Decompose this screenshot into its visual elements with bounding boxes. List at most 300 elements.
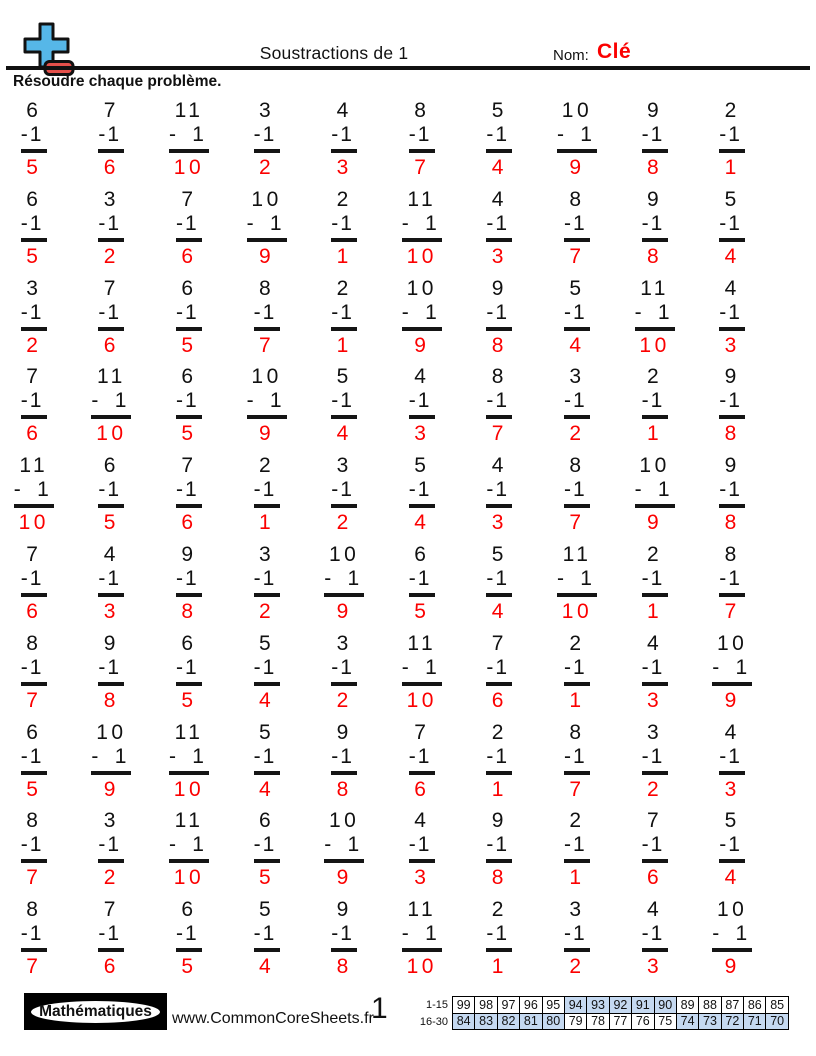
answer: 4: [259, 777, 275, 801]
minuend: 7: [181, 187, 197, 211]
problem-cell: [21, 274, 47, 363]
operator: -: [324, 833, 332, 857]
problem-box: [98, 632, 124, 686]
brand-badge: [24, 993, 167, 1030]
subtraction-row: [402, 922, 442, 946]
problem-cell: [98, 185, 124, 274]
subtraction-row: [98, 212, 124, 236]
subtraction-row: [169, 833, 209, 857]
operator: -: [563, 389, 571, 413]
subtrahend: 1: [735, 655, 748, 679]
problem-box: [642, 188, 668, 242]
subtraction-row: [712, 656, 752, 680]
subtraction-row: [331, 301, 357, 325]
subtraction-row: [564, 301, 590, 325]
problem-box: [557, 543, 597, 597]
subtrahend: 1: [114, 744, 127, 768]
problem-box: [21, 898, 47, 952]
minuend: 8: [569, 454, 585, 478]
answer: 8: [647, 156, 663, 179]
minuend: 2: [259, 454, 275, 478]
problem-cell: [564, 895, 590, 984]
subtrahend: 1: [184, 211, 197, 235]
operator: -: [246, 211, 254, 235]
score-cell: 78: [587, 1013, 609, 1030]
problem-box: [557, 99, 597, 153]
subtrahend: 1: [29, 300, 42, 324]
operator: -: [641, 123, 649, 146]
problem-cell: [557, 540, 597, 629]
score-range-label: 1-15: [425, 999, 448, 1011]
answer: 5: [26, 244, 42, 268]
answer: 9: [724, 688, 740, 712]
problem-cell: [21, 362, 47, 451]
answer: 8: [491, 866, 507, 890]
operator: -: [331, 744, 339, 768]
problem-box: [331, 632, 357, 686]
subtraction-row: [402, 212, 442, 236]
problem-box: [254, 898, 280, 952]
answer: 3: [647, 955, 663, 979]
operator: -: [253, 123, 261, 146]
subtrahend: 1: [495, 744, 508, 768]
subtrahend: 1: [495, 123, 508, 146]
operator: -: [563, 211, 571, 235]
problem-box: [21, 188, 47, 242]
subtrahend: 1: [107, 300, 120, 324]
operator: -: [563, 655, 571, 679]
score-cell: 87: [721, 997, 743, 1014]
problem-box: [642, 898, 668, 952]
problem-cell: [169, 718, 209, 807]
answer: 2: [259, 599, 275, 623]
problem-cell: [254, 895, 280, 984]
minuend: 9: [491, 809, 507, 833]
operator: -: [641, 211, 649, 235]
problem-box: [409, 365, 435, 419]
subtraction-row: [254, 922, 280, 946]
problem-box: [331, 454, 357, 508]
problem-box: [21, 277, 47, 331]
subtrahend: 1: [572, 655, 585, 679]
answer: 6: [26, 599, 42, 623]
problem-box: [21, 632, 47, 686]
subtrahend: 1: [29, 123, 42, 146]
problem-cell: [557, 96, 597, 185]
operator: -: [719, 123, 727, 146]
answer: 7: [414, 156, 430, 179]
problem-box: [91, 365, 131, 419]
minuend: 4: [647, 631, 663, 655]
subtraction-row: [402, 301, 442, 325]
answer: 10: [18, 511, 49, 535]
operator: -: [20, 211, 28, 235]
problem-cell: [254, 451, 280, 540]
operator: -: [253, 922, 261, 946]
problem-cell: [98, 451, 124, 540]
operator: -: [253, 655, 261, 679]
subtraction-row: [486, 301, 512, 325]
problem-box: [564, 898, 590, 952]
minuend: 7: [103, 276, 119, 300]
answer: 1: [336, 333, 352, 357]
minuend: 5: [724, 809, 740, 833]
subtrahend: 1: [728, 744, 740, 768]
problem-box: [486, 99, 512, 153]
minuend: 11: [96, 365, 126, 389]
answer: 6: [181, 244, 197, 268]
answer: 3: [103, 599, 119, 623]
score-table: [452, 996, 789, 1030]
problem-cell: [719, 806, 745, 895]
score-cell: 77: [609, 1013, 631, 1030]
subtrahend: 1: [262, 655, 275, 679]
answer: 5: [181, 333, 197, 357]
operator: -: [20, 655, 28, 679]
subtraction-row: [719, 745, 745, 769]
problem-box: [331, 188, 357, 242]
problem-box: [176, 454, 202, 508]
subtraction-row: [719, 833, 745, 857]
operator: -: [719, 833, 727, 857]
subtraction-row: [254, 301, 280, 325]
minuend: 6: [26, 720, 42, 744]
subtraction-row: [21, 567, 47, 591]
minuend: 7: [181, 454, 197, 478]
subtraction-row: [254, 745, 280, 769]
operator: -: [719, 389, 727, 413]
operator: -: [20, 922, 28, 946]
minuend: 11: [640, 276, 669, 300]
answer: 2: [647, 777, 663, 801]
answer: 1: [336, 244, 352, 268]
minuend: 4: [336, 99, 352, 122]
subtraction-row: [98, 478, 124, 502]
answer: 1: [569, 866, 585, 890]
operator: -: [98, 478, 106, 502]
minuend: 3: [259, 542, 275, 566]
answer: 8: [181, 599, 197, 623]
subtrahend: 1: [572, 211, 585, 235]
operator: -: [486, 478, 494, 502]
subtrahend: 1: [728, 300, 740, 324]
subtraction-row: [254, 833, 280, 857]
name-label: Nom:: [553, 47, 589, 64]
subtrahend: 1: [192, 123, 204, 146]
minuend: 8: [569, 187, 585, 211]
problem-box: [719, 99, 745, 153]
operator: -: [641, 389, 649, 413]
problem-cell: [409, 718, 435, 807]
operator: -: [486, 922, 494, 946]
problem-cell: [642, 895, 668, 984]
subtrahend: 1: [417, 744, 430, 768]
score-cell: 71: [744, 1013, 766, 1030]
problem-cell: [635, 451, 675, 540]
problem-box: [402, 898, 442, 952]
minuend: 9: [181, 542, 197, 566]
problem-cell: [254, 629, 280, 718]
minuend: 11: [19, 454, 49, 478]
subtraction-row: [564, 212, 590, 236]
minuend: 2: [647, 542, 663, 566]
problem-cell: [409, 362, 435, 451]
answer: 9: [414, 333, 430, 357]
problem-cell: [712, 895, 752, 984]
minuend: 2: [491, 720, 507, 744]
answer: 5: [181, 422, 197, 446]
subtrahend: 1: [417, 478, 430, 502]
answer: 5: [26, 777, 42, 801]
problem-cell: [247, 362, 287, 451]
subtrahend: 1: [340, 300, 352, 324]
problem-box: [642, 721, 668, 775]
operator: -: [486, 744, 494, 768]
minuend: 8: [724, 542, 740, 566]
subtraction-row: [719, 212, 745, 236]
minuend: 8: [26, 631, 42, 655]
subtraction-row: [486, 389, 512, 413]
problem-cell: [409, 540, 435, 629]
answer: 8: [336, 777, 352, 801]
score-cell: 70: [766, 1013, 788, 1030]
problem-cell: [486, 895, 512, 984]
problem-cell: [21, 96, 47, 185]
problem-box: [719, 721, 745, 775]
score-cell: 91: [632, 997, 654, 1014]
problem-box: [642, 809, 668, 863]
answer: 3: [414, 866, 430, 890]
subtraction-row: [564, 745, 590, 769]
problem-box: [169, 721, 209, 775]
problem-cell: [91, 362, 131, 451]
problem-cell: [254, 718, 280, 807]
answer: 3: [724, 333, 740, 357]
problem-cell: [719, 451, 745, 540]
problem-box: [21, 365, 47, 419]
problem-cell: [176, 451, 202, 540]
problem-cell: [91, 718, 131, 807]
minuend: 11: [174, 99, 204, 122]
operator: -: [563, 833, 571, 857]
subtrahend: 1: [572, 300, 585, 324]
subtraction-row: [719, 123, 745, 147]
subtraction-row: [564, 922, 590, 946]
subtrahend: 1: [417, 123, 430, 146]
operator: -: [253, 744, 261, 768]
problem-box: [486, 721, 512, 775]
answer-key-name: Clé: [597, 40, 632, 63]
subtraction-row: [564, 478, 590, 502]
subtrahend: 1: [29, 922, 42, 946]
subtrahend: 1: [728, 389, 740, 413]
problem-box: [486, 543, 512, 597]
minuend: 3: [26, 276, 42, 300]
minuend: 3: [336, 454, 352, 478]
subtraction-row: [635, 301, 675, 325]
header-divider: [6, 66, 810, 70]
problem-cell: [719, 540, 745, 629]
subtraction-row: [98, 922, 124, 946]
answer: 5: [103, 511, 119, 535]
subtraction-row: [409, 123, 435, 147]
operator: -: [719, 478, 727, 502]
problem-cell: [564, 451, 590, 540]
subtraction-row: [409, 833, 435, 857]
problem-cell: [402, 274, 442, 363]
subtrahend: 1: [650, 744, 663, 768]
problem-cell: [486, 362, 512, 451]
problem-cell: [176, 362, 202, 451]
subtraction-row: [409, 567, 435, 591]
problem-cell: [486, 96, 512, 185]
minuend: 2: [569, 631, 585, 655]
problem-box: [635, 454, 675, 508]
subtraction-row: [409, 389, 435, 413]
instruction-text: Résoudre chaque problème.: [13, 73, 222, 90]
answer: 10: [639, 333, 670, 357]
subtraction-row: [719, 478, 745, 502]
problem-box: [169, 809, 209, 863]
problem-box: [409, 543, 435, 597]
operator: -: [20, 389, 28, 413]
minuend: 9: [647, 187, 663, 211]
problem-box: [247, 188, 287, 242]
subtrahend: 1: [184, 655, 197, 679]
operator: -: [563, 478, 571, 502]
minuend: 5: [569, 276, 585, 300]
operator: -: [168, 744, 176, 768]
problem-box: [486, 277, 512, 331]
operator: -: [168, 123, 176, 146]
operator: -: [641, 566, 649, 590]
subtrahend: 1: [572, 478, 585, 502]
score-cell: 79: [564, 1013, 586, 1030]
operator: -: [91, 744, 99, 768]
problem-box: [409, 809, 435, 863]
subtrahend: 1: [572, 744, 585, 768]
operator: -: [719, 566, 727, 590]
subtraction-row: [176, 567, 202, 591]
answer: 4: [414, 511, 430, 535]
answer: 6: [491, 688, 507, 712]
subtrahend: 1: [417, 566, 430, 590]
problem-cell: [14, 451, 54, 540]
subtrahend: 1: [107, 123, 120, 146]
minuend: 8: [259, 276, 275, 300]
minuend: 9: [103, 631, 119, 655]
operator: -: [168, 833, 176, 857]
answer: 4: [724, 244, 740, 268]
brand-label: Mathématiques: [29, 999, 162, 1025]
score-cell: 75: [654, 1013, 676, 1030]
score-cell: 86: [744, 997, 766, 1014]
answer: 10: [96, 422, 127, 446]
problem-cell: [247, 185, 287, 274]
operator: -: [408, 566, 416, 590]
subtrahend: 1: [107, 922, 120, 946]
problem-cell: [402, 629, 442, 718]
minuend: 10: [251, 365, 282, 389]
answer: 8: [724, 511, 740, 535]
score-cell: 84: [453, 1013, 475, 1030]
problem-cell: [176, 185, 202, 274]
minuend: 5: [414, 454, 430, 478]
subtraction-row: [331, 212, 357, 236]
answer: 6: [414, 777, 430, 801]
score-cell: 82: [497, 1013, 519, 1030]
problems-grid: [0, 96, 771, 984]
answer: 1: [569, 688, 585, 712]
operator: -: [486, 300, 494, 324]
problem-box: [642, 632, 668, 686]
answer: 7: [26, 688, 42, 712]
answer: 2: [569, 422, 585, 446]
subtraction-row: [254, 478, 280, 502]
subtrahend: 1: [650, 389, 663, 413]
subtrahend: 1: [262, 566, 275, 590]
operator: -: [719, 211, 727, 235]
operator: -: [253, 478, 261, 502]
minuend: 10: [717, 898, 748, 922]
subtrahend: 1: [192, 833, 204, 857]
subtrahend: 1: [728, 211, 740, 235]
subtraction-row: [486, 656, 512, 680]
problem-box: [642, 99, 668, 153]
operator: -: [719, 744, 727, 768]
problem-cell: [331, 451, 357, 540]
operator: -: [331, 478, 339, 502]
operator: -: [331, 922, 339, 946]
subtrahend: 1: [107, 478, 120, 502]
problem-box: [331, 277, 357, 331]
subtraction-row: [324, 567, 364, 591]
subtraction-row: [176, 478, 202, 502]
problem-cell: [642, 96, 668, 185]
minuend: 6: [181, 276, 197, 300]
problem-cell: [21, 185, 47, 274]
subtraction-row: [21, 301, 47, 325]
minuend: 3: [259, 99, 275, 122]
answer: 8: [336, 955, 352, 979]
minuend: 6: [181, 631, 197, 655]
subtrahend: 1: [728, 123, 740, 146]
answer: 10: [406, 955, 437, 979]
problem-box: [719, 454, 745, 508]
answer: 9: [259, 244, 275, 268]
problem-cell: [254, 96, 280, 185]
subtrahend: 1: [657, 300, 670, 324]
subtrahend: 1: [262, 123, 275, 146]
answer: 2: [259, 156, 275, 179]
score-cell: 96: [520, 997, 542, 1014]
minuend: 8: [569, 720, 585, 744]
answer: 1: [647, 599, 663, 623]
subtrahend: 1: [340, 922, 352, 946]
answer: 2: [569, 955, 585, 979]
problem-box: [98, 277, 124, 331]
minuend: 2: [569, 809, 585, 833]
operator: -: [486, 123, 494, 146]
answer: 2: [103, 866, 119, 890]
operator: -: [98, 566, 106, 590]
operator: -: [486, 389, 494, 413]
problem-box: [176, 188, 202, 242]
answer: 6: [181, 511, 197, 535]
subtrahend: 1: [650, 655, 663, 679]
operator: -: [331, 123, 339, 146]
problem-cell: [486, 629, 512, 718]
